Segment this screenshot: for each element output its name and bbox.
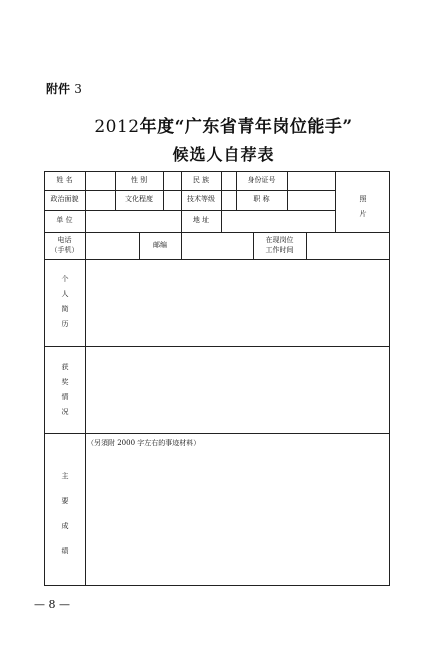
name-label: 姓 名 bbox=[56, 175, 73, 184]
education-label: 文化程度 bbox=[125, 195, 153, 204]
phone-label: 电话 （手机） bbox=[50, 236, 79, 254]
unit-label: 单 位 bbox=[56, 216, 73, 225]
ethnicity-label: 民 族 bbox=[192, 175, 210, 184]
column-divider bbox=[163, 171, 164, 210]
page-number: — 8 — bbox=[34, 598, 70, 611]
photo-label: 照 片 bbox=[359, 195, 367, 218]
postcode-label: 邮编 bbox=[153, 240, 167, 249]
gender-label: 性 别 bbox=[130, 175, 148, 184]
row-divider bbox=[44, 346, 390, 347]
achievements-note: （另須附 2000 字左右的事迹材料） bbox=[87, 439, 201, 447]
document-subtitle: 候选人自荐表 bbox=[172, 145, 275, 164]
row-divider bbox=[44, 232, 390, 233]
document-title: 2012年度“广东省青年岗位能手” bbox=[94, 117, 353, 137]
id-number-label: 身份证号 bbox=[247, 175, 276, 184]
professional-title-label: 职 称 bbox=[253, 195, 270, 204]
political-status-label: 政治面貌 bbox=[50, 195, 79, 204]
attachment-label: 附件 3 bbox=[46, 82, 82, 96]
awards-label: 获 奖 情 况 bbox=[61, 363, 69, 416]
column-divider bbox=[335, 171, 336, 232]
resume-label: 个 人 简 历 bbox=[61, 275, 69, 328]
achievements-label: 主 要 成 绩 bbox=[61, 472, 69, 555]
column-divider bbox=[287, 171, 288, 210]
form-border-right bbox=[389, 171, 390, 586]
tenure-label: 在现岗位 工作时间 bbox=[265, 236, 294, 254]
form-border-bottom bbox=[44, 585, 390, 586]
row-divider bbox=[44, 433, 390, 434]
address-label: 地 址 bbox=[192, 216, 210, 225]
tech-level-label: 技术等级 bbox=[187, 195, 215, 204]
column-divider bbox=[181, 232, 182, 259]
column-divider bbox=[221, 171, 222, 232]
column-divider bbox=[85, 171, 86, 586]
row-divider bbox=[44, 259, 390, 260]
column-divider bbox=[306, 232, 307, 259]
